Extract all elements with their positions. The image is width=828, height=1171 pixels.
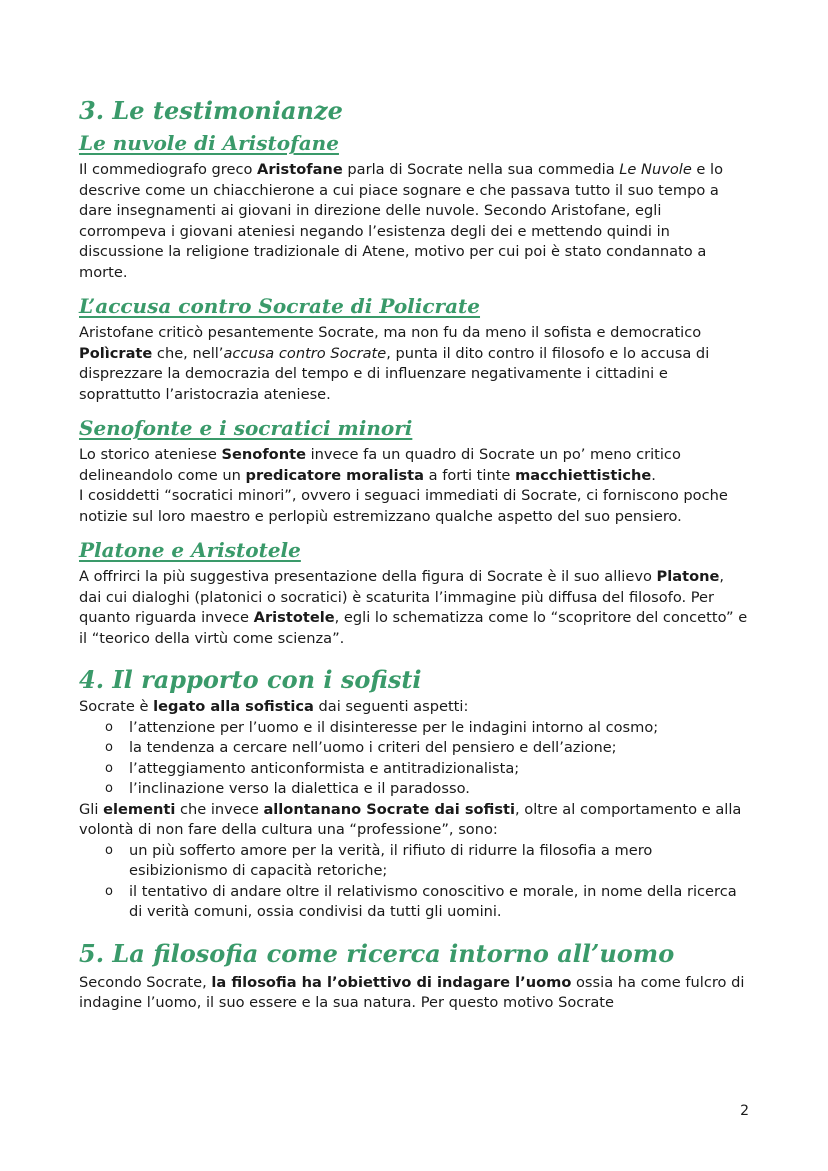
text: , punta il dito contro il filosofo e lo accusa di disprezzare la democrazia del tempo e di influenzare negativamente i cittadini e soprattutto l’aristocrazia ateniese.: [79, 344, 710, 403]
bullet-circle-icon: o: [105, 883, 113, 899]
bold-text: la filosofia ha l’obiettivo di indagare l’uomo: [211, 973, 572, 991]
bullet-list-differences: [79, 841, 749, 923]
text: dai seguenti aspetti:: [313, 698, 469, 715]
subheading-policrate: L’accusa contro Socrate di Policrate: [79, 294, 481, 318]
bold-text: Aristofane: [257, 161, 343, 178]
page-number: 2: [740, 1103, 749, 1119]
list-item-text: l’inclinazione verso la dialettica e il paradosso.: [129, 780, 470, 797]
text: e lo descrive come un chiacchierone a cui piace sognare e che passava tutto il suo tempo a dare insegnamenti ai giovani in direzione delle nuvole. Secondo Aristofane, egli corrompeva i giovani ateniesi negando l’esistenza degli dei e mettendo quindi in discussione la religione tradizionale di Atene, motivo per cui poi è stato condannato a morte.: [79, 161, 724, 281]
section-3-heading: 3. Le testimonianze: [79, 96, 343, 125]
text: invece fa un quadro di Socrate un po’ meno critico delineandolo come un: [79, 446, 681, 484]
bold-text: Aristotele: [253, 609, 335, 626]
paragraph-sofistica-intro: [79, 697, 749, 718]
document-page: [79, 96, 749, 1014]
paragraph-senofonte: [79, 445, 749, 486]
paragraph-socratici-minori: I cosiddetti “socratici minori”, ovvero i seguaci immediati di Socrate, ci forniscono poche notizie sul loro maestro e perlopiù estremizzano qualche aspetto del suo pensiero.: [79, 487, 728, 525]
list-item-text: l’attenzione per l’uomo e il disinteresse per le indagini intorno al cosmo;: [129, 718, 659, 736]
text: a forti tinte: [423, 466, 516, 484]
paragraph-filosofia-uomo: [79, 973, 749, 1014]
italic-text: Le Nuvole: [619, 161, 692, 178]
subheading-nuvole: Le nuvole di Aristofane: [79, 131, 339, 155]
paragraph-platone: [79, 567, 749, 649]
bullet-circle-icon: o: [105, 842, 113, 858]
list-item: [105, 882, 749, 923]
text: che invece: [175, 800, 264, 818]
text: , egli lo schematizza come lo “scopritore del concetto” e il “teorico della virtù come scienza”.: [79, 609, 748, 647]
subheading-platone: Platone e Aristotele: [79, 538, 301, 562]
bullet-circle-icon: o: [105, 781, 113, 796]
list-item-text: la tendenza a cercare nell’uomo i criteri del pensiero e dell’azione;: [129, 739, 617, 756]
list-item: [105, 718, 749, 739]
paragraph-nuvole: [79, 160, 749, 283]
text: Socrate è: [79, 698, 154, 715]
bold-text: legato alla sofistica: [153, 698, 314, 715]
bullet-list-similarities: [79, 718, 749, 800]
list-item: [105, 779, 749, 800]
bold-text: Platone: [656, 568, 720, 585]
paragraph-differences-intro: [79, 800, 749, 841]
bold-text: macchiettistiche: [515, 466, 652, 484]
bold-text: elementi: [103, 800, 176, 818]
bold-text: predicatore moralista: [245, 466, 424, 484]
list-item-text: un più sofferto amore per la verità, il rifiuto di ridurre la filosofia a mero esibizionismo di capacità retoriche;: [129, 841, 653, 879]
text: che, nell’: [152, 344, 224, 362]
bold-text: Polìcrate: [79, 344, 153, 362]
text: Secondo Socrate,: [79, 973, 212, 991]
section-5-heading: 5. La filosofia come ricerca intorno all’uomo: [79, 938, 675, 968]
text: Il commediografo greco: [79, 161, 258, 178]
list-item-text: il tentativo di andare oltre il relativismo conoscitivo e morale, in nome della ricerca di verità comuni, ossia condivisi da tutti gli uomini.: [129, 882, 737, 920]
list-item: [105, 738, 749, 759]
bullet-circle-icon: o: [105, 760, 113, 776]
text: Lo storico ateniese: [79, 446, 222, 463]
text: , oltre al comportamento e alla volontà di non fare della cultura una “professione”, sono:: [79, 800, 742, 838]
section-4-heading: 4. Il rapporto con i sofisti: [79, 665, 422, 694]
bold-text: allontanano Socrate dai sofisti: [263, 800, 516, 818]
list-item: [105, 759, 749, 780]
text: parla di Socrate nella sua commedia: [342, 161, 620, 178]
italic-text: accusa contro Socrate: [223, 344, 387, 362]
text: A offrirci la più suggestiva presentazione della figura di Socrate è il suo allievo: [79, 568, 657, 585]
text: Gli: [79, 800, 104, 818]
bullet-circle-icon: o: [105, 719, 113, 735]
text: ossia ha come fulcro di indagine l’uomo, il suo essere e la sua natura. Per questo motivo Socrate: [79, 973, 745, 1011]
text: Aristofane criticò pesantemente Socrate, ma non fu da meno il sofista e democratico: [79, 324, 702, 341]
bullet-circle-icon: o: [105, 740, 113, 755]
paragraph-policrate: [79, 323, 749, 405]
list-item-text: l’atteggiamento anticonformista e antitradizionalista;: [129, 759, 520, 777]
text: .: [651, 466, 656, 484]
bold-text: Senofonte: [221, 446, 306, 463]
list-item: [105, 841, 749, 882]
text: , dai cui dialoghi (platonici o socratici) è scaturita l’immagine più diffusa del filosofo. Per quanto riguarda invece: [79, 568, 725, 626]
subheading-senofonte: Senofonte e i socratici minori: [79, 416, 413, 440]
